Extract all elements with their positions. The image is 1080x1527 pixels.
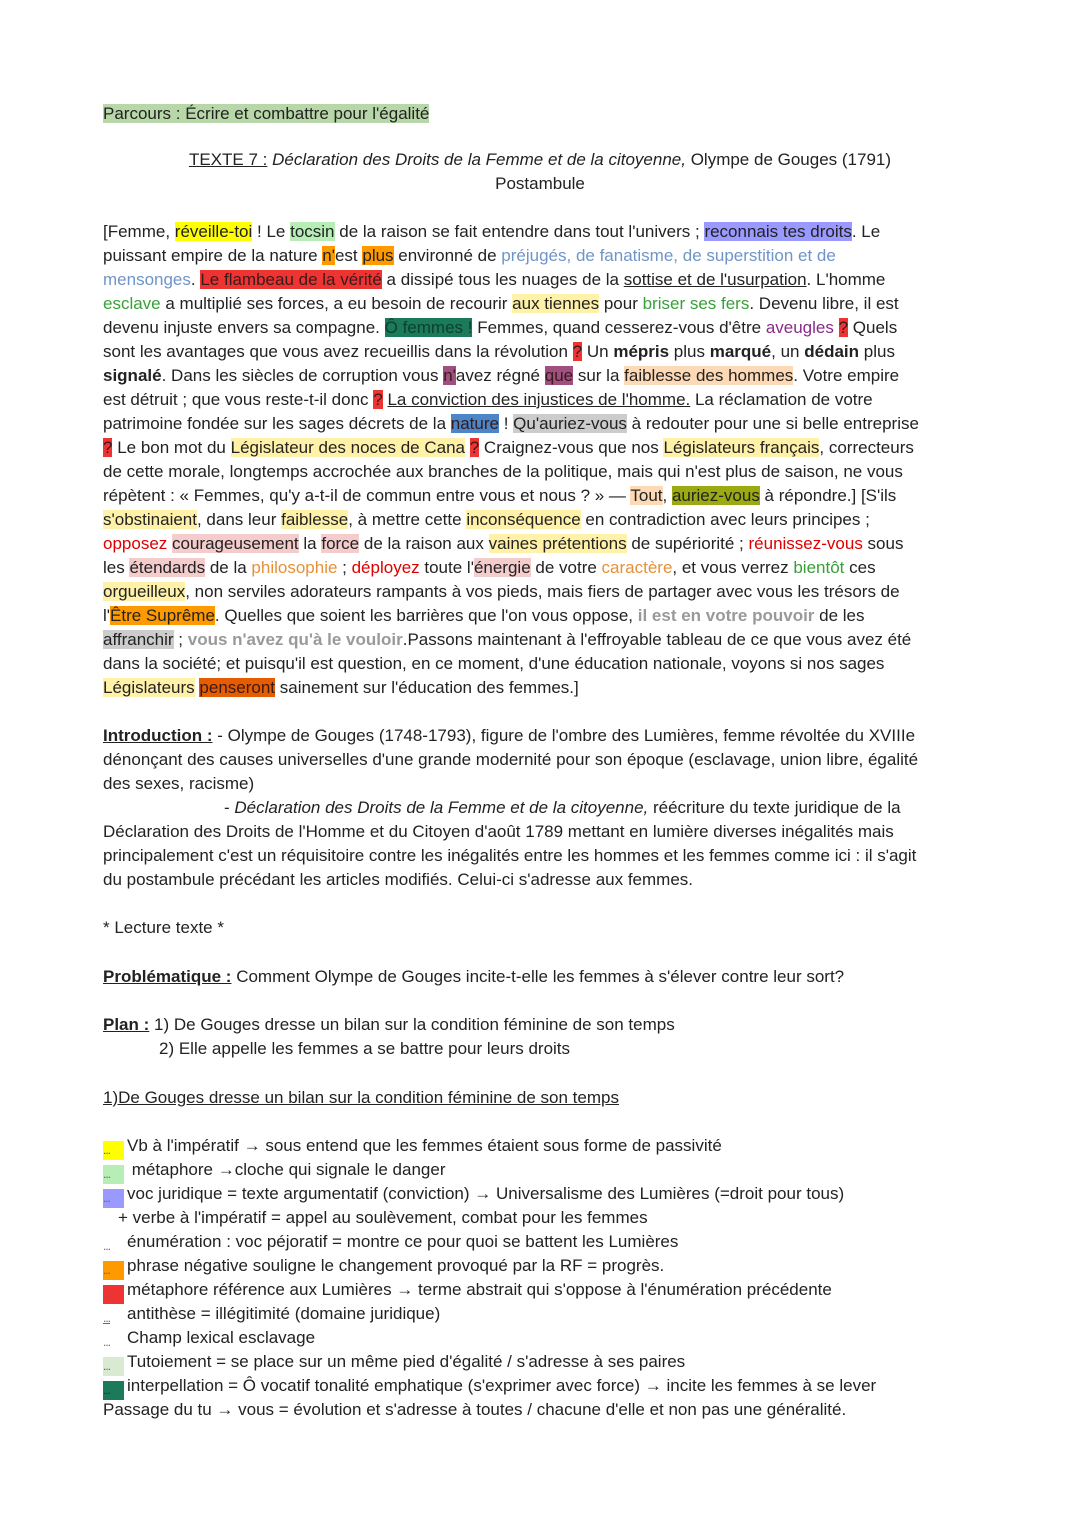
- text-segment: en contradiction avec leurs principes ;: [580, 510, 870, 529]
- text-segment: !: [498, 414, 514, 433]
- colored-text: il est en votre pouvoir: [637, 606, 815, 625]
- passage-line: [103, 292, 899, 316]
- colored-text: préjugés, de fanatisme, de superstition et de: [501, 246, 836, 265]
- plan-line-2: 2) Elle appelle les femmes a se battre pour leurs droits: [159, 1039, 571, 1058]
- highlighted-text: Législateur des noces de Cana: [230, 438, 465, 457]
- passage-line: [103, 436, 914, 460]
- colored-text: réunissez-vous: [748, 534, 863, 553]
- highlighted-text: que: [544, 366, 574, 385]
- legend-item: [103, 1374, 876, 1398]
- colored-text: briser ses fers: [642, 294, 750, 313]
- text-segment: . Devenu libre, il est: [749, 294, 899, 313]
- highlighted-text: ?: [469, 438, 480, 457]
- problematique: Problématique : Comment Olympe de Gouges incite-t-elle les femmes à s'élever contre leur sort?: [103, 967, 845, 986]
- passage-line: [103, 412, 919, 436]
- highlighted-text: étendards: [129, 558, 206, 577]
- text-segment: la: [298, 534, 322, 553]
- text-segment: répètent : « Femmes, qu'y a-t-il de commun entre vous et nous ? » —: [103, 486, 631, 505]
- text-segment: , correcteurs: [819, 438, 914, 457]
- text-segment: sont les avantages que vous avez recueillis dans la révolution: [103, 342, 573, 361]
- highlighted-text: faiblesse: [281, 510, 349, 529]
- legend-text: métaphore →cloche qui signale le danger: [127, 1160, 446, 1179]
- passage-line: [103, 604, 865, 628]
- highlighted-text: Être Suprême: [110, 606, 215, 625]
- legend-item: [103, 1278, 832, 1302]
- text-segment: , à mettre cette: [348, 510, 467, 529]
- author: Olympe de Gouges (1791): [685, 150, 892, 169]
- legend-text: + verbe à l'impératif = appel au soulèvement, combat pour les femmes: [118, 1208, 648, 1227]
- highlighted-text: ?: [373, 390, 383, 409]
- color-swatch-icon: ...: [103, 1335, 111, 1349]
- text-segment: de la raison aux: [359, 534, 489, 553]
- text-segment: sur la: [573, 366, 625, 385]
- highlighted-text: aux tiennes: [512, 294, 600, 313]
- legend-item: [103, 1182, 844, 1206]
- color-swatch-icon: ...: [103, 1165, 124, 1184]
- highlighted-text: s'obstinaient: [103, 510, 197, 529]
- legend-text: Champ lexical esclavage: [127, 1328, 316, 1347]
- passage-line: [103, 484, 896, 508]
- passage-line: [103, 508, 870, 532]
- intro-line-7: du postambule précédant les articles modifiés. Celui-ci s'adresse aux femmes.: [103, 870, 694, 889]
- colored-text: déployez: [351, 558, 420, 577]
- legend-item: [103, 1350, 685, 1374]
- passage-line: [103, 580, 900, 604]
- text-segment: . Le: [851, 222, 881, 241]
- passage-line: [103, 244, 836, 268]
- highlighted-text: auriez-vous: [671, 486, 760, 505]
- text-header: [0, 148, 1080, 172]
- text-segment: plus: [859, 342, 895, 361]
- text-segment: de la: [205, 558, 252, 577]
- text-segment: a dissipé tous les nuages de la: [381, 270, 624, 289]
- text-segment: puissant empire de la nature: [103, 246, 323, 265]
- text-segment: , non serviles adorateurs rampants à vos pieds, mais fiers de partager avec vous les trésors de: [185, 582, 900, 601]
- highlighted-text: vaines prétentions: [488, 534, 627, 553]
- legend-item: [103, 1158, 445, 1182]
- colored-text: philosophie: [251, 558, 338, 577]
- text-segment: ces: [844, 558, 876, 577]
- highlighted-text: plus: [362, 246, 394, 265]
- legend-text: métaphore référence aux Lumières → terme abstrait qui s'oppose à l'énumération précédente: [127, 1280, 832, 1299]
- legend-text: Tutoiement = se place sur un même pied d'égalité / s'adresse à ses paires: [127, 1352, 686, 1371]
- highlighted-text: faiblesse des hommes: [624, 366, 794, 385]
- text-segment: Craignez-vous que nos: [479, 438, 664, 457]
- text-segment: sottise et de l'usurpation: [623, 270, 807, 289]
- highlighted-text: tocsin: [290, 222, 335, 241]
- highlighted-text: inconséquence: [466, 510, 581, 529]
- lecture-note: * Lecture texte *: [103, 918, 224, 937]
- color-swatch-icon: ...: [103, 1261, 124, 1280]
- highlighted-text: Législateurs: [103, 678, 195, 697]
- intro-line-3: des sexes, racisme): [103, 774, 255, 793]
- highlighted-text: nature: [450, 414, 499, 433]
- text-segment: . Quelles que soient les barrières que l'on vous oppose,: [214, 606, 638, 625]
- intro-line-5: Déclaration des Droits de l'Homme et du Citoyen d'août 1789 mettant en lumière diverses inégalités mais: [103, 822, 894, 841]
- legend-item: [103, 1302, 440, 1326]
- text-segment: patrimoine fondée sur les sages décrets de la: [103, 414, 451, 433]
- color-swatch-icon: ...: [103, 1381, 124, 1400]
- passage-line: [103, 316, 897, 340]
- text-segment: , et vous verrez: [672, 558, 794, 577]
- passage-line: [103, 532, 903, 556]
- text-segment: de cette morale, longtemps accrochée aux branches de la politique, mais qui n'est plus de saison, ne vous: [103, 462, 903, 481]
- text-segment: Femmes, quand cesserez-vous d'être: [472, 318, 766, 337]
- text-segment: de votre: [530, 558, 602, 577]
- text-segment: l': [103, 606, 111, 625]
- passage-line: [103, 556, 876, 580]
- text-segment: de la raison se fait entendre dans tout l'univers ;: [334, 222, 705, 241]
- intro-label: Introduction :: [103, 726, 213, 745]
- text-segment: les: [103, 558, 130, 577]
- text-segment: mépris: [613, 342, 670, 361]
- legend-text: Vb à l'impératif → sous entend que les femmes étaient sous forme de passivité: [127, 1136, 722, 1155]
- text-segment: avez régné: [455, 366, 545, 385]
- text-segment: est détruit ; que vous reste-t-il donc: [103, 390, 374, 409]
- highlighted-text: Le flambeau de la vérité: [200, 270, 382, 289]
- highlighted-text: penseront: [199, 678, 276, 697]
- highlighted-text: Législateurs français: [663, 438, 820, 457]
- legend-text: énumération : voc péjoratif = montre ce pour quoi se battent les Lumières: [127, 1232, 679, 1251]
- highlighted-text: réveille-toi: [174, 222, 253, 241]
- text-segment: .Passons maintenant à l'effroyable tableau de ce que vous avez été: [402, 630, 912, 649]
- work-title-ref: Déclaration des Droits de la Femme et de la citoyenne,: [234, 798, 649, 817]
- work-title: Déclaration des Droits de la Femme et de la citoyenne,: [267, 150, 686, 169]
- highlighted-text: n': [443, 366, 456, 385]
- text-segment: pour: [599, 294, 643, 313]
- text-segment: plus: [669, 342, 710, 361]
- text-segment: ;: [337, 558, 352, 577]
- text-segment: à redouter pour une si belle entreprise: [626, 414, 919, 433]
- problematique-label: Problématique :: [103, 967, 232, 986]
- passage-line: [103, 340, 895, 364]
- section-1-title: 1)De Gouges dresse un bilan sur la condition féminine de son temps: [103, 1088, 619, 1107]
- colored-text: vous n'avez qu'à le vouloir: [187, 630, 403, 649]
- highlighted-text: Qu'auriez-vous: [513, 414, 627, 433]
- legend-item: [103, 1254, 664, 1278]
- highlighted-text: Ô femmes !: [384, 318, 473, 337]
- highlighted-text: orgueilleux: [103, 582, 186, 601]
- text-segment: La réclamation de votre: [690, 390, 873, 409]
- parcours-title: Parcours : Écrire et combattre pour l'égalité: [103, 104, 430, 123]
- text-segment: Un: [582, 342, 614, 361]
- intro-line-1: Introduction : - Olympe de Gouges (1748-1793), figure de l'ombre des Lumières, femme révoltée du XVIIIe: [103, 726, 916, 745]
- text-segment: [Femme,: [103, 222, 175, 241]
- text-segment: sainement sur l'éducation des femmes.]: [275, 678, 579, 697]
- legend-item: [118, 1206, 648, 1230]
- passage-line: [103, 676, 579, 700]
- passage-line: [103, 364, 899, 388]
- highlighted-text: reconnais tes droits: [704, 222, 852, 241]
- passage-line: [103, 628, 911, 652]
- highlighted-text: Tout: [630, 486, 663, 505]
- texte-label: TEXTE 7 :: [188, 150, 268, 169]
- legend-text: interpellation = Ô vocatif tonalité emphatique (s'exprimer avec force) → incite les femmes à se lever: [127, 1376, 877, 1395]
- passage-line: [103, 460, 903, 484]
- highlighted-text: ?: [572, 342, 583, 361]
- highlighted-text: n': [322, 246, 335, 265]
- legend-text: voc juridique = texte argumentatif (conviction) → Universalisme des Lumières (=droit pour tous): [127, 1184, 845, 1203]
- passage-line: [103, 268, 885, 292]
- text-segment: [834, 318, 839, 337]
- intro-line-6: principalement c'est un réquisitoire contre les inégalités entre les hommes et les femmes comme ici : il s'agit: [103, 846, 917, 865]
- passage-line: [103, 388, 873, 412]
- highlighted-text: énergie: [473, 558, 531, 577]
- text-segment: ,: [662, 486, 672, 505]
- text-segment: . L'homme: [806, 270, 886, 289]
- plan-line-1: Plan : 1) De Gouges dresse un bilan sur la condition féminine de son temps: [103, 1015, 675, 1034]
- legend-item: [103, 1326, 315, 1350]
- text-segment: devenu injuste envers sa compagne.: [103, 318, 385, 337]
- text-segment: sous: [862, 534, 904, 553]
- text-segment: environné de: [393, 246, 502, 265]
- text-subtitle: Postambule: [495, 174, 585, 193]
- intro-line-4: - Déclaration des Droits de la Femme et de la citoyenne, réécriture du texte juridique de la: [224, 798, 901, 817]
- color-swatch-icon: ...: [103, 1189, 124, 1208]
- text-segment: dans la société; et puisqu'il est question, en ce moment, d'une éducation nationale, voyons si nos sages: [103, 654, 885, 673]
- colored-text: esclave: [103, 294, 161, 313]
- text-segment: a multiplié ses forces, a eu besoin de recourir: [160, 294, 513, 313]
- parcours-heading: [103, 102, 429, 126]
- text-segment: de les: [814, 606, 865, 625]
- intro-line-2: dénonçant des causes universelles d'une grande modernité pour son époque (esclavage, union libre, égalité: [103, 750, 919, 769]
- colored-text: opposez: [103, 534, 168, 553]
- text-segment: marqué: [709, 342, 772, 361]
- text-segment: Quels: [848, 318, 898, 337]
- plan-label: Plan :: [103, 1015, 150, 1034]
- text-segment: . Votre empire: [793, 366, 900, 385]
- text-segment: Le bon mot du: [112, 438, 231, 457]
- legend-item: [103, 1230, 678, 1254]
- text-segment: ;: [173, 630, 188, 649]
- highlighted-text: courageusement: [172, 534, 299, 553]
- text-segment: , dans leur: [196, 510, 282, 529]
- text-segment: ! Le: [252, 222, 291, 241]
- legend-text: antithèse = illégitimité (domaine juridique): [127, 1304, 441, 1323]
- text-segment: La conviction des injustices de l'homme.: [387, 390, 691, 409]
- passage-line: [103, 652, 884, 676]
- colored-text: caractère: [601, 558, 673, 577]
- legend-text: phrase négative souligne le changement provoqué par la RF = progrès.: [127, 1256, 665, 1275]
- highlighted-text: affranchir: [103, 630, 174, 649]
- colored-text: aveugles: [765, 318, 834, 337]
- text-segment: de supériorité ;: [626, 534, 749, 553]
- color-swatch-icon: ...: [103, 1357, 124, 1376]
- highlighted-text: ?: [103, 438, 113, 457]
- text-segment: .: [190, 270, 201, 289]
- color-swatch-icon: ...: [103, 1311, 111, 1325]
- text-segment: toute l': [419, 558, 474, 577]
- color-swatch-icon: ...: [103, 1141, 124, 1160]
- text-segment: . Dans les siècles de corruption vous: [161, 366, 444, 385]
- colored-text: mensonges: [103, 270, 191, 289]
- text-segment: signalé: [103, 366, 162, 385]
- text-segment: à répondre.] [S'ils: [759, 486, 897, 505]
- text-segment: est: [334, 246, 363, 265]
- passage-line: [103, 220, 880, 244]
- text-segment: , un: [771, 342, 805, 361]
- colored-text: bientôt: [793, 558, 845, 577]
- highlighted-text: force: [321, 534, 360, 553]
- color-swatch-icon: ...: [103, 1239, 111, 1253]
- final-note: Passage du tu → vous = évolution et s'adresse à toutes / chacune d'elle et non pas une généralité.: [103, 1400, 847, 1419]
- legend-item: [103, 1134, 722, 1158]
- highlighted-text: ?: [838, 318, 849, 337]
- color-swatch-icon: ...: [103, 1285, 124, 1304]
- text-segment: dédain: [804, 342, 860, 361]
